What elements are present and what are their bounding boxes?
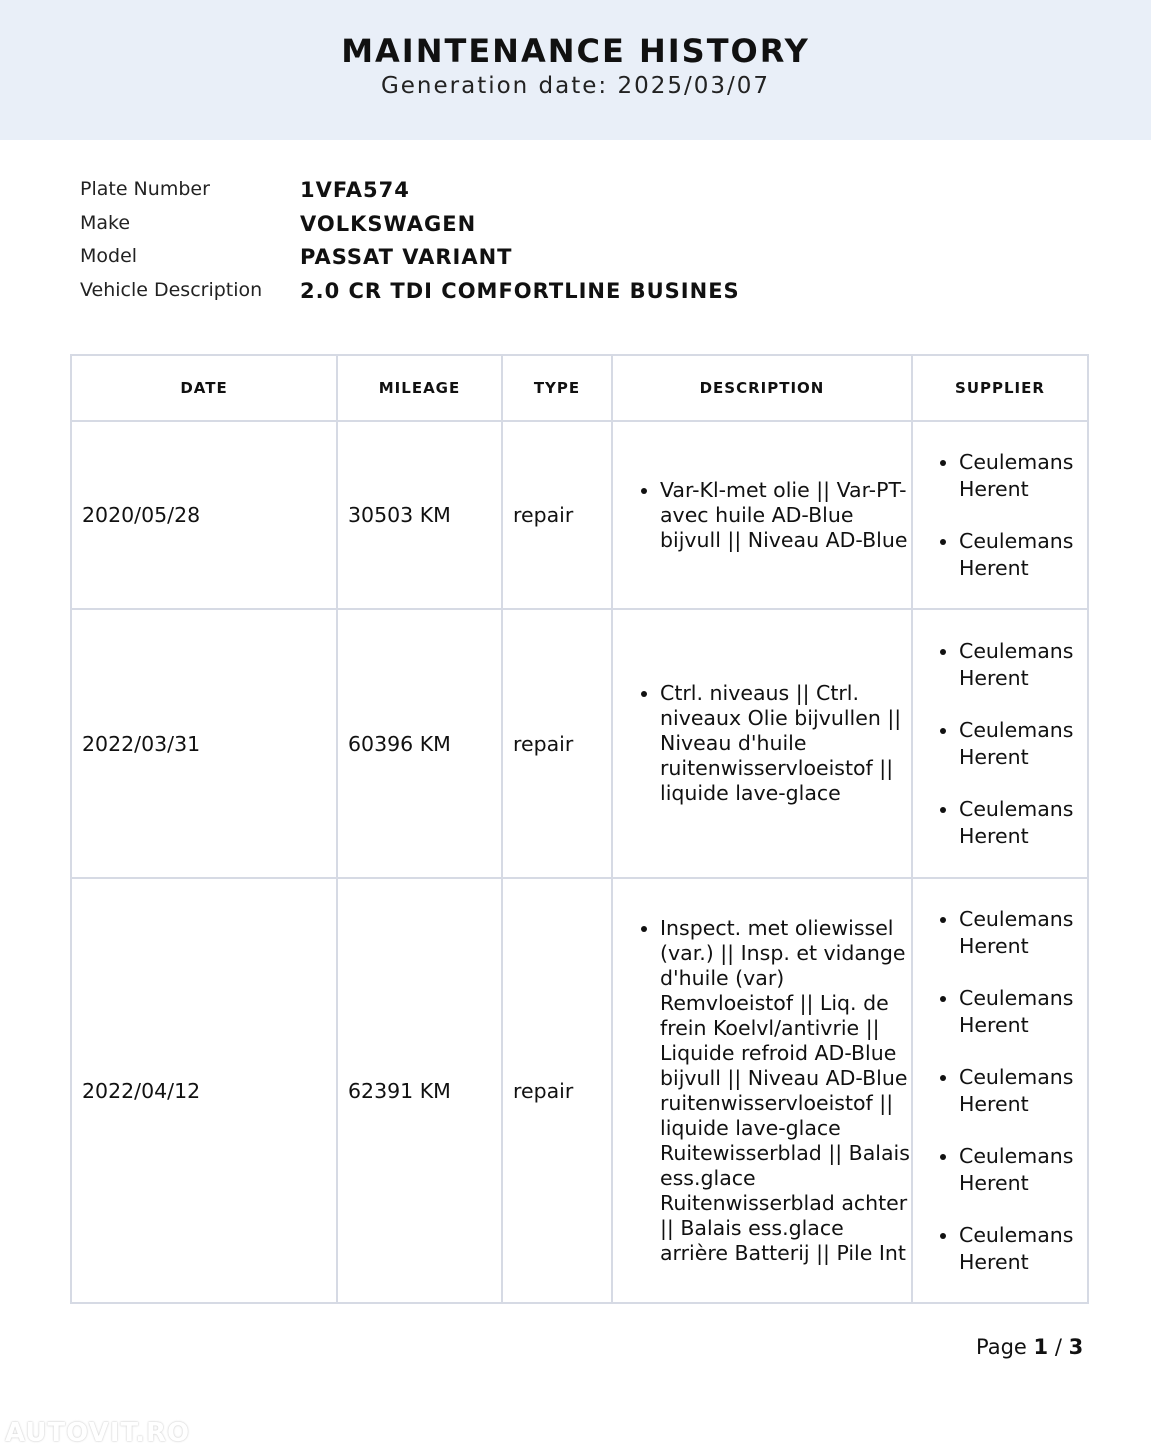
make-value: VOLKSWAGEN — [300, 211, 477, 236]
page-current: 1 — [1033, 1335, 1049, 1359]
table-row — [71, 609, 1088, 878]
model-value: PASSAT VARIANT — [300, 245, 513, 269]
description-cell — [612, 609, 912, 878]
make-label: Make — [80, 211, 131, 234]
description-item: • Inspect. met oliewissel (var.) || Insp. et vidange d'huile (var) Remvloeistof || Liq. de frein Koelvl/antivrie || Liquide refroid AD-Blue bijvull || Niveau AD-Blue ruitenwisservloeistof || liquide lave-glace Ruitewisserblad || Balais ess.glace Ruitenwisserblad achter || Balais ess.glace arrière Batterij || Pile Int — [660, 916, 911, 1266]
mileage-cell: 30503 KM — [337, 421, 502, 609]
supplier-cell — [912, 609, 1088, 878]
supplier-item: • Ceulemans Herent — [959, 503, 1087, 582]
supplier-cell — [912, 878, 1088, 1303]
date-cell: 2022/04/12 — [71, 878, 337, 1303]
watermark-logo: AUTOVIT.RO — [5, 1418, 191, 1448]
supplier-item: • Ceulemans Herent — [959, 1039, 1087, 1118]
supplier-cell — [912, 421, 1088, 609]
date-cell: 2020/05/28 — [71, 421, 337, 609]
column-header-mileage: MILEAGE — [337, 355, 502, 421]
supplier-item: • Ceulemans Herent — [959, 1197, 1087, 1276]
table-row — [71, 421, 1088, 609]
description-item: • Ctrl. niveaus || Ctrl. niveaux Olie bijvullen || Niveau d'huile ruitenwisservloeistof || liquide lave-glace — [660, 681, 911, 806]
mileage-cell: 62391 KM — [337, 878, 502, 1303]
report-header — [0, 0, 1151, 140]
vehicle-description-label: Vehicle Description — [80, 278, 263, 301]
column-header-description: DESCRIPTION — [612, 355, 912, 421]
description-cell — [612, 878, 912, 1303]
maintenance-table — [70, 354, 1089, 1304]
mileage-cell: 60396 KM — [337, 609, 502, 878]
page-separator: / — [1054, 1335, 1062, 1359]
generation-date: Generation date: 2025/03/07 — [380, 73, 771, 99]
type-cell: repair — [502, 609, 612, 878]
plate-label: Plate Number — [80, 178, 210, 200]
supplier-item: • Ceulemans Herent — [959, 692, 1087, 771]
column-header-date: DATE — [71, 355, 337, 421]
date-cell: 2022/03/31 — [71, 609, 337, 878]
column-header-type: TYPE — [502, 355, 612, 421]
type-cell: repair — [502, 421, 612, 609]
page-indicator — [976, 1335, 1083, 1359]
model-label: Model — [80, 245, 138, 267]
supplier-item: • Ceulemans Herent — [959, 906, 1087, 960]
supplier-item: • Ceulemans Herent — [959, 1118, 1087, 1197]
table-row — [71, 878, 1088, 1303]
supplier-item: • Ceulemans Herent — [959, 449, 1087, 503]
description-item: • Var-Kl-met olie || Var-PT-avec huile AD-Blue bijvull || Niveau AD-Blue — [660, 478, 911, 553]
report-title: MAINTENANCE HISTORY — [341, 32, 810, 70]
supplier-item: • Ceulemans Herent — [959, 638, 1087, 692]
table-header-row — [71, 355, 1088, 421]
description-cell — [612, 421, 912, 609]
vehicle-description-value: 2.0 CR TDI COMFORTLINE BUSINES — [300, 278, 740, 303]
supplier-item: • Ceulemans Herent — [959, 771, 1087, 850]
type-cell: repair — [502, 878, 612, 1303]
page-total: 3 — [1068, 1335, 1084, 1359]
column-header-supplier: SUPPLIER — [912, 355, 1088, 421]
page-label: Page — [976, 1335, 1027, 1359]
plate-value: 1VFA574 — [300, 178, 410, 202]
supplier-item: • Ceulemans Herent — [959, 960, 1087, 1039]
